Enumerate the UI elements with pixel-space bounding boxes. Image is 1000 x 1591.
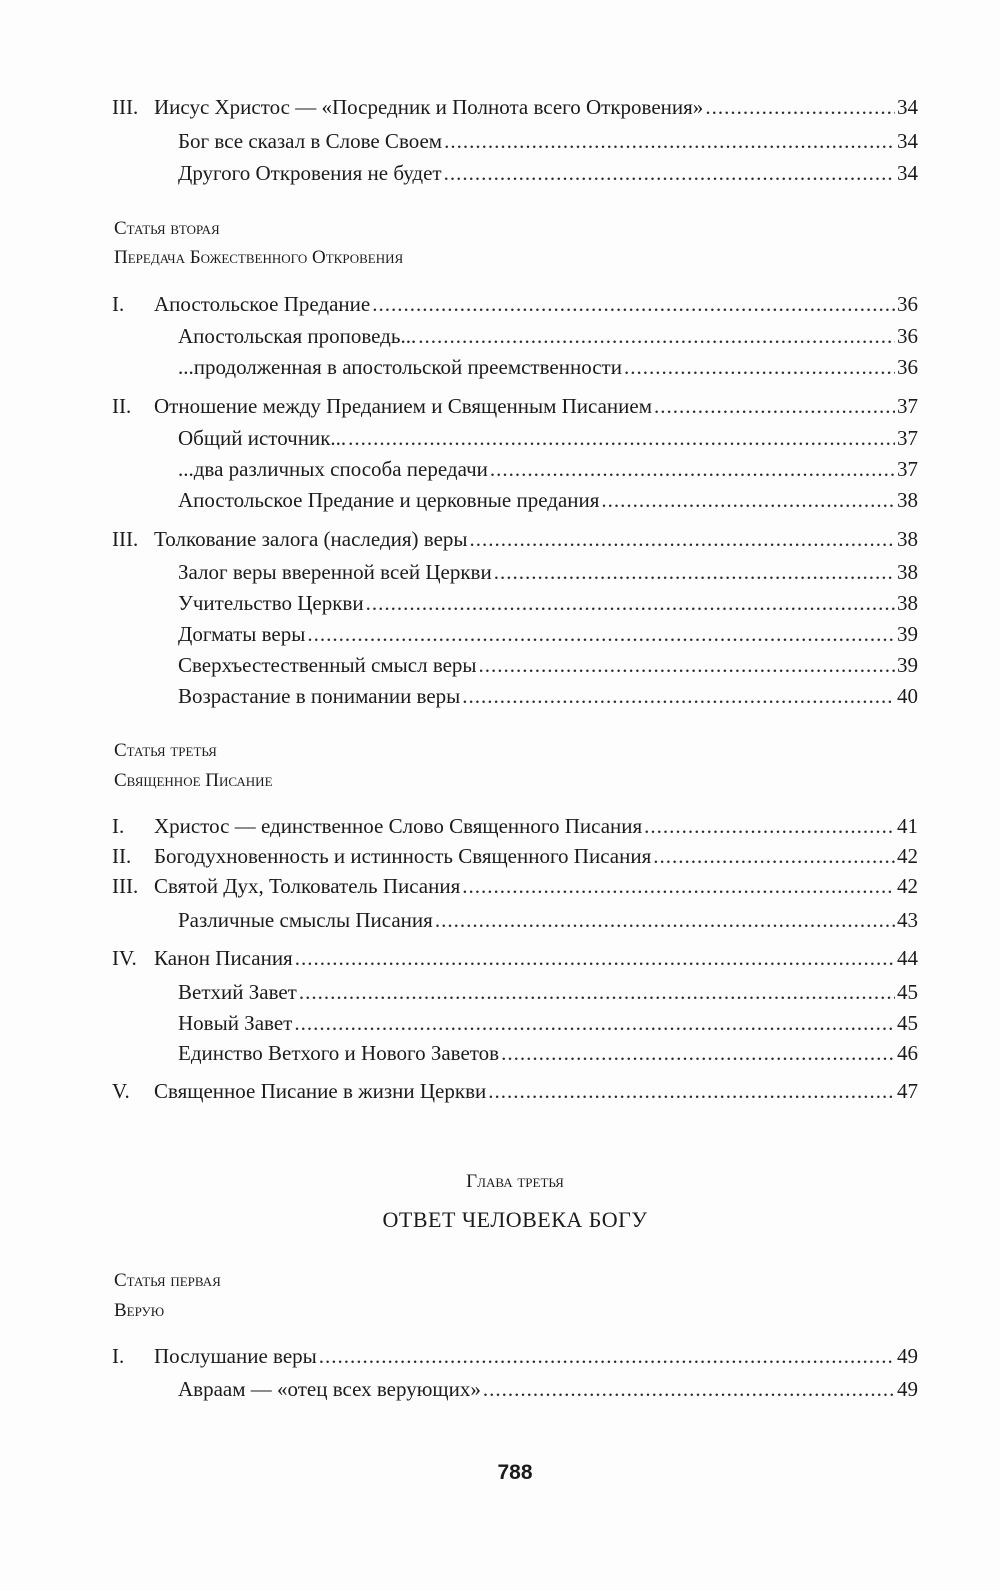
toc-subentry [112,619,918,649]
leader-dots [644,811,895,841]
page-number: 788 [497,1461,533,1484]
toc-entry [112,1341,918,1371]
leader-dots [470,524,895,554]
entry-number: III. [112,527,139,551]
entry-page: 37 [897,426,918,450]
leader-dots [307,619,895,649]
entry-number: I. [112,292,125,316]
entry-page: 46 [897,1041,918,1065]
leader-dots [479,650,895,680]
entry-title: Догматы веры [178,622,306,646]
entry-title: Другого Откровения не будет [178,161,442,185]
entry-title: Сверхъестественный смысл веры [178,653,477,677]
article-label: Статья первая [114,1270,221,1291]
entry-title: Святой Дух, Толкователь Писания [154,874,461,898]
entry-page: 34 [897,129,918,153]
leader-dots [295,943,895,973]
leader-dots [705,92,895,122]
toc-entry [112,841,918,871]
entry-title: Единство Ветхого и Нового Заветов [178,1041,500,1065]
entry-title: Новый Завет [178,1011,293,1035]
entry-page: 40 [897,684,918,708]
toc-subentry [112,557,918,587]
toc-subentry [112,158,918,188]
entry-page: 49 [897,1377,918,1401]
leader-dots [462,871,895,901]
entry-number: III. [112,874,139,898]
entry-number: I. [112,814,125,838]
entry-number: II. [112,394,132,418]
entry-page: 36 [897,355,918,379]
toc-subentry [112,977,918,1007]
entry-title: Общий источник... [178,426,347,450]
toc-entry [112,92,918,122]
entry-title: Толкование залога (наследия) веры [154,527,468,551]
toc-entry [112,871,918,901]
entry-title: ...продолженная в апостольской преемственности [178,355,622,379]
entry-page: 34 [897,161,918,185]
toc-subentry [112,1374,918,1404]
entry-page: 34 [897,95,918,119]
entry-page: 49 [897,1344,918,1368]
entry-page: 38 [897,488,918,512]
article-label: Статья вторая [114,218,220,239]
entry-page: 39 [897,653,918,677]
entry-number: II. [112,844,132,868]
article-title: Передача Божественного Откровения [114,247,404,268]
chapter-title: ОТВЕТ ЧЕЛОВЕКА БОГУ [382,1207,648,1232]
entry-title: Возрастание в понимании веры [178,684,461,708]
entry-number: IV. [112,946,137,970]
entry-page: 42 [897,874,918,898]
entry-title: Различные смыслы Писания [178,908,433,932]
entry-title: Отношение между Преданием и Священным Писанием [154,394,653,418]
chapter-label: Глава третья [466,1171,564,1192]
entry-title: Иисус Христос — «Посредник и Полнота всего Откровения» [154,95,704,119]
toc-subentry [112,454,918,484]
entry-page: 41 [897,814,918,838]
toc-subentry [112,352,918,382]
entry-title: ...два различных способа передачи [178,457,488,481]
entry-page: 42 [897,844,918,868]
entry-title: Апостольское Предание и церковные предания [178,488,600,512]
toc-entry [112,1076,918,1106]
leader-dots [366,588,895,618]
toc-entry [112,943,918,973]
entry-page: 44 [897,946,918,970]
entry-page: 39 [897,622,918,646]
entry-number: III. [112,95,139,119]
entry-page: 36 [897,292,918,316]
leader-dots [372,289,895,319]
entry-title: Бог все сказал в Слове Своем [178,129,443,153]
toc-subentry [112,650,918,680]
entry-page: 45 [897,1011,918,1035]
entry-page: 36 [897,324,918,348]
leader-dots [444,126,895,156]
entry-page: 38 [897,527,918,551]
entry-title: Учительство Церкви [178,591,364,615]
entry-page: 37 [897,457,918,481]
leader-dots [488,1076,895,1106]
entry-number: V. [112,1079,130,1103]
entry-title: Послушание веры [154,1344,317,1368]
entry-title: Апостольское Предание [154,292,371,316]
toc-subentry [112,423,918,453]
leader-dots [490,454,895,484]
article-title: Священное Писание [114,770,273,791]
toc-subentry [112,126,918,156]
leader-dots [319,1341,895,1371]
toc-subentry [112,905,918,935]
toc-entry [112,524,918,554]
entry-title: Богодухновенность и истинность Священного Писания [154,844,652,868]
leader-dots [501,1038,895,1068]
leader-dots [299,977,895,1007]
entry-page: 45 [897,980,918,1004]
article-title: Верую [114,1300,165,1321]
toc-subentry [112,1008,918,1038]
entry-page: 43 [897,908,918,932]
leader-dots [294,1008,895,1038]
entry-page: 38 [897,591,918,615]
toc-subentry [112,681,918,711]
leader-dots [624,352,895,382]
entry-page: 47 [897,1079,918,1103]
toc-entry [112,289,918,319]
leader-dots [462,681,895,711]
entry-title: Ветхий Завет [178,980,297,1004]
leader-dots [348,423,895,453]
entry-title: Канон Писания [154,946,293,970]
toc-subentry [112,321,918,351]
leader-dots [435,905,895,935]
entry-number: I. [112,1344,125,1368]
entry-title: Апостольская проповедь... [178,324,417,348]
entry-title: Христос — единственное Слово Священного Писания [154,814,643,838]
entry-title: Залог веры вверенной всей Церкви [178,560,492,584]
toc-subentry [112,1038,918,1068]
leader-dots [418,321,895,351]
leader-dots [444,158,895,188]
toc-entry [112,811,918,841]
leader-dots [601,485,895,515]
entry-page: 38 [897,560,918,584]
article-label: Статья третья [114,740,217,761]
toc-subentry [112,485,918,515]
entry-page: 37 [897,394,918,418]
entry-title: Священное Писание в жизни Церкви [154,1079,487,1103]
leader-dots [494,557,895,587]
entry-title: Авраам — «отец всех верующих» [178,1377,481,1401]
leader-dots [654,391,895,421]
leader-dots [483,1374,895,1404]
toc-entry [112,391,918,421]
toc-subentry [112,588,918,618]
leader-dots [653,841,895,871]
